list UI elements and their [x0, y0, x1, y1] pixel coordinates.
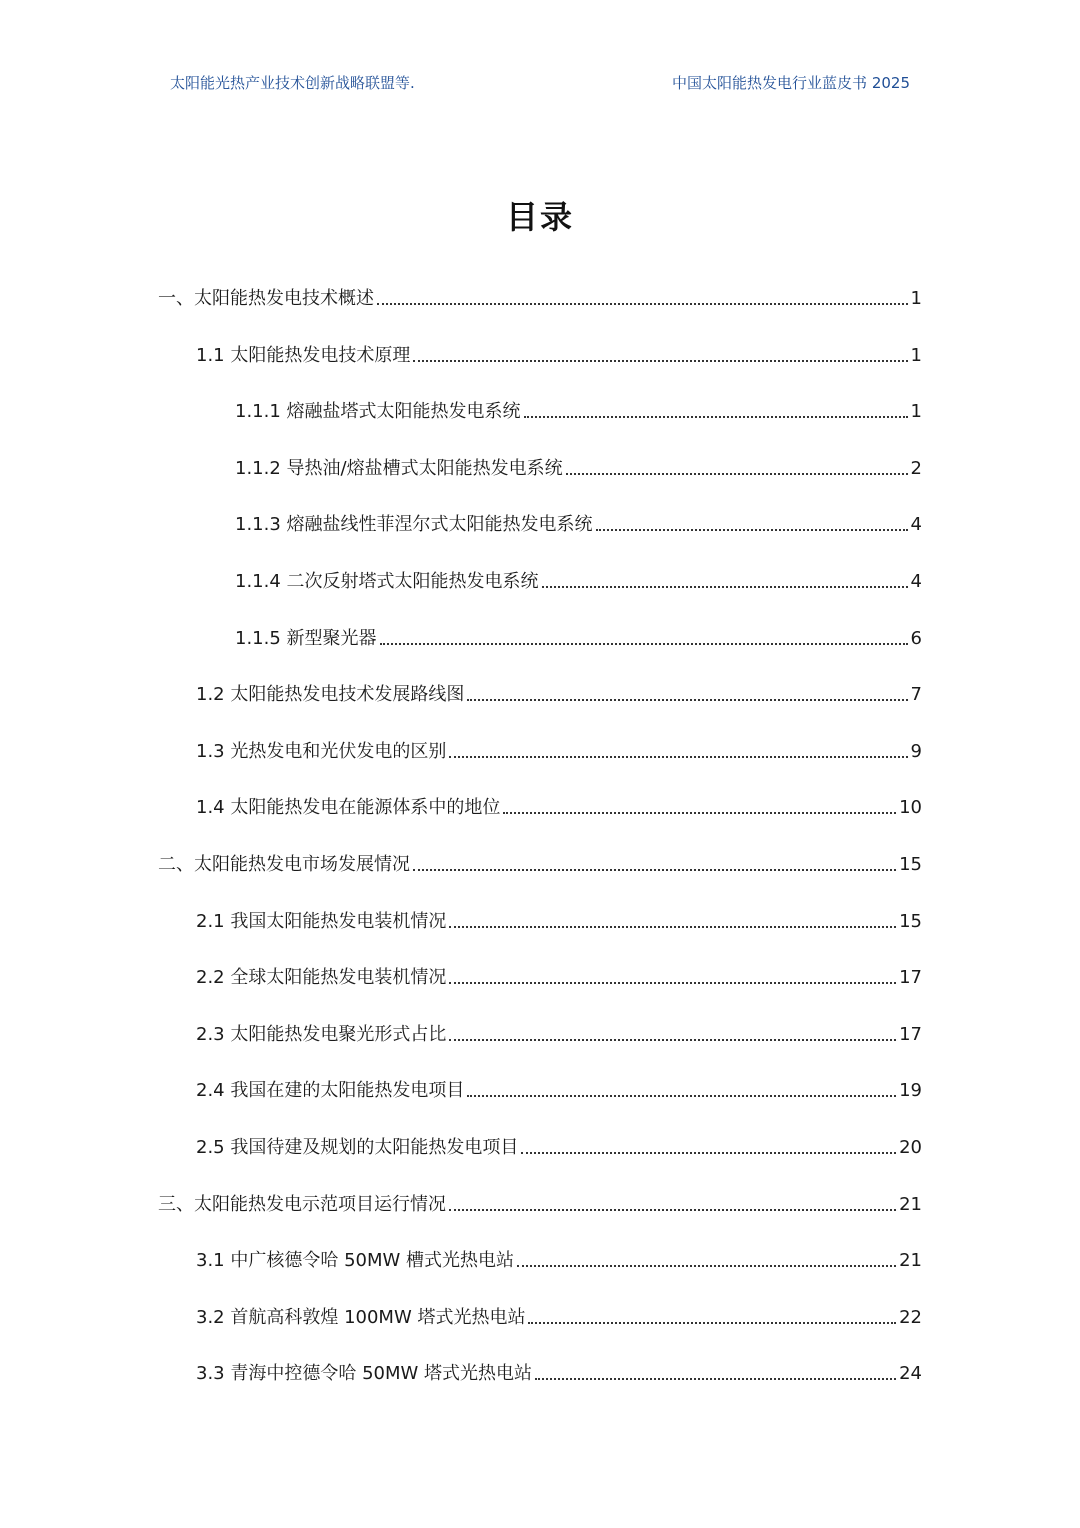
toc-entry-label: 2.3 太阳能热发电聚光形式占比 [196, 1023, 447, 1045]
toc-entry-label: 2.2 全球太阳能热发电装机情况 [196, 967, 447, 989]
toc-entry[interactable] [196, 1359, 922, 1387]
dot-leader [517, 1265, 896, 1267]
toc-entry[interactable] [196, 1303, 922, 1331]
dot-leader [524, 416, 908, 418]
toc-entry-page-number: 17 [899, 1023, 922, 1045]
toc-entry[interactable] [235, 567, 922, 595]
toc-entry-page-number: 1 [910, 401, 922, 423]
dot-leader [566, 473, 908, 475]
toc-entry-label: 1.1 太阳能热发电技术原理 [196, 344, 411, 366]
toc-entry-page-number: 7 [910, 684, 922, 706]
toc-entry[interactable] [158, 850, 922, 878]
dot-leader [528, 1322, 896, 1324]
toc-entry-page-number: 21 [899, 1193, 922, 1215]
dot-leader [377, 303, 908, 305]
page-header [170, 72, 910, 96]
toc-entry-label: 1.1.2 导热油/熔盐槽式太阳能热发电系统 [235, 457, 563, 479]
toc-entry-label: 1.1.5 新型聚光器 [235, 627, 377, 649]
toc-entry[interactable] [196, 1246, 922, 1274]
dot-leader [467, 699, 907, 701]
toc-entry-page-number: 24 [899, 1363, 922, 1385]
dot-leader [380, 643, 908, 645]
dot-leader [413, 360, 907, 362]
toc-entry-page-number: 10 [899, 797, 922, 819]
toc-entry-page-number: 21 [899, 1250, 922, 1272]
toc-entry[interactable] [196, 341, 922, 369]
toc-entry-page-number: 1 [910, 344, 922, 366]
toc-entry-label: 1.2 太阳能热发电技术发展路线图 [196, 684, 465, 706]
toc-entry-page-number: 4 [910, 514, 922, 536]
toc-entry-label: 1.1.4 二次反射塔式太阳能热发电系统 [235, 571, 539, 592]
toc-entry-page-number: 17 [899, 967, 922, 989]
toc-entry[interactable] [196, 907, 922, 935]
toc-entry-label: 2.5 我国待建及规划的太阳能热发电项目 [196, 1137, 519, 1158]
toc-entry-label: 二、太阳能热发电市场发展情况 [158, 854, 410, 875]
toc-entry-page-number: 20 [899, 1137, 922, 1158]
toc-entry-label: 3.2 首航高科敦煌 100MW 塔式光热电站 [196, 1306, 526, 1328]
toc-entry-label: 1.1.1 熔融盐塔式太阳能热发电系统 [235, 401, 521, 423]
header-org: 太阳能光热产业技术创新战略联盟等. [170, 74, 415, 92]
dot-leader [542, 586, 908, 588]
dot-leader [535, 1378, 896, 1380]
toc-entry[interactable] [196, 963, 922, 991]
toc-entry[interactable] [235, 454, 922, 482]
toc-entry[interactable] [158, 1190, 922, 1218]
toc-entry[interactable] [196, 737, 922, 765]
dot-leader [503, 812, 896, 814]
toc-entry[interactable] [235, 510, 922, 538]
toc-entry-page-number: 6 [910, 627, 922, 649]
toc-entry-label: 3.3 青海中控德令哈 50MW 塔式光热电站 [196, 1363, 533, 1385]
toc-entry[interactable] [235, 624, 922, 652]
dot-leader [449, 1039, 896, 1041]
toc-entry[interactable] [235, 397, 922, 425]
dot-leader [449, 756, 907, 758]
dot-leader [521, 1152, 896, 1154]
dot-leader [413, 869, 896, 871]
dot-leader [596, 529, 908, 531]
toc-entry-label: 1.3 光热发电和光伏发电的区别 [196, 740, 447, 762]
toc-entry-page-number: 2 [910, 457, 922, 479]
toc-title: 目录 [505, 198, 574, 236]
toc-entry-label: 1.1.3 熔融盐线性菲涅尔式太阳能热发电系统 [235, 514, 593, 536]
toc-entry-label: 三、太阳能热发电示范项目运行情况 [158, 1193, 446, 1215]
dot-leader [449, 1209, 896, 1211]
header-doc-title: 中国太阳能热发电行业蓝皮书 2025 [672, 74, 910, 92]
toc-entry-label: 3.1 中广核德令哈 50MW 槽式光热电站 [196, 1250, 515, 1272]
dot-leader [449, 982, 896, 984]
toc-entry-label: 2.4 我国在建的太阳能热发电项目 [196, 1080, 465, 1102]
toc-entry-label: 2.1 我国太阳能热发电装机情况 [196, 910, 447, 932]
dot-leader [467, 1095, 896, 1097]
toc-entry-page-number: 9 [910, 740, 922, 762]
toc-entry[interactable] [196, 680, 922, 708]
toc-entry-label: 一、太阳能热发电技术概述 [158, 288, 374, 309]
toc-entry-label: 1.4 太阳能热发电在能源体系中的地位 [196, 797, 501, 819]
toc-entry[interactable] [196, 1133, 922, 1161]
toc-entry-page-number: 19 [899, 1080, 922, 1102]
toc-entry-page-number: 15 [899, 910, 922, 932]
toc-entry[interactable] [196, 1076, 922, 1104]
dot-leader [449, 926, 896, 928]
toc-entry[interactable] [196, 1020, 922, 1048]
toc-entry-page-number: 4 [910, 571, 922, 592]
toc-entry-page-number: 1 [910, 288, 922, 309]
toc-entry-page-number: 15 [899, 854, 922, 875]
toc-entry-page-number: 22 [899, 1306, 922, 1328]
toc-entry[interactable] [196, 793, 922, 821]
toc-entry[interactable] [158, 284, 922, 312]
